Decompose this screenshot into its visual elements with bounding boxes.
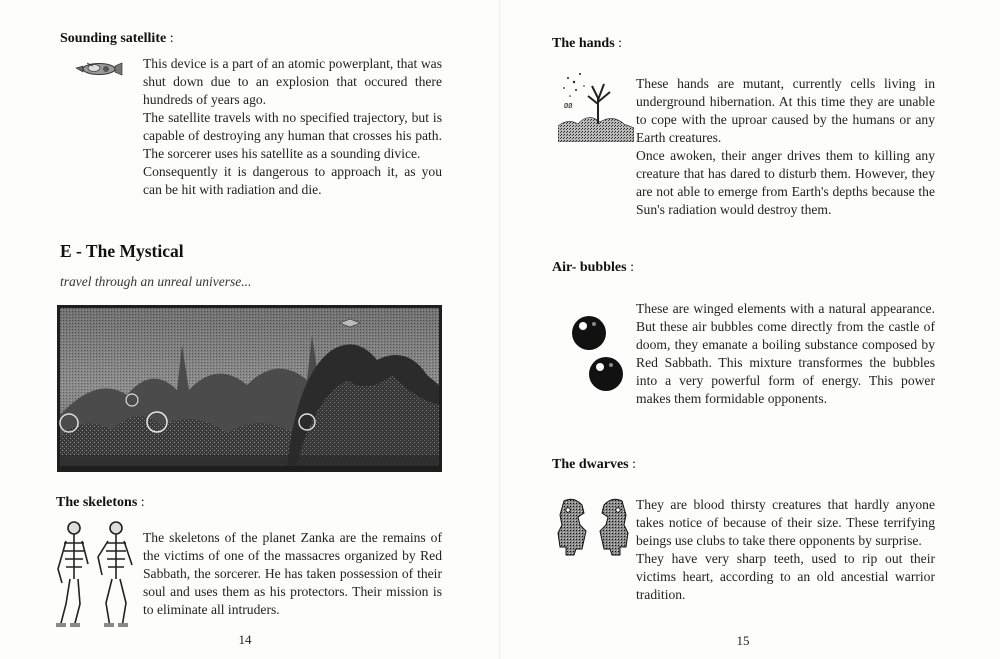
- skeletons-heading: [56, 495, 145, 511]
- air-bubbles-heading-colon: :: [626, 260, 634, 275]
- mutant-hand-sprite: [558, 68, 634, 142]
- skeletons-heading-text: The skeletons: [56, 495, 138, 510]
- page-number-left: 14: [238, 632, 252, 647]
- air-bubbles-description: These are winged elements with a natural appearance. But these air bubbles come directly from the castle of doom, they emanate a boiling substance composed by Red Sabbath. This mixture transformes the bubbles into a very powerful form of energy. This power makes them formidable opponents.: [636, 301, 935, 406]
- sounding-satellite-heading-colon: :: [166, 31, 174, 46]
- dwarves-heading: [552, 457, 636, 473]
- air-bubble-sprites: [568, 314, 628, 394]
- right-page: [500, 0, 1000, 659]
- satellite-sprite: [72, 58, 124, 80]
- satellite-paragraph-3: Consequently it is dangerous to approach it, as you can be hit with radiation and die.: [143, 164, 442, 197]
- satellite-paragraph-1: This device is a part of an atomic powerplant, that was shut down due to an explosion that occured there hundreds of years ago.: [143, 56, 442, 107]
- sounding-satellite-heading: [60, 31, 174, 47]
- skeletons-heading-colon: :: [137, 495, 145, 510]
- hands-heading-colon: :: [614, 36, 623, 51]
- air-bubbles-heading: [552, 260, 634, 276]
- air-bubbles-heading-text: Air- bubbles: [552, 260, 627, 275]
- hands-heading-text: The hands: [552, 36, 615, 51]
- svg-text:ØØ: ØØ: [564, 102, 573, 110]
- satellite-paragraph-2: The satellite travels with no specified trajectory, but is capable of destroying any human that crosses his path. The sorcerer uses his satellite as a sounding divice.: [143, 110, 442, 161]
- skeleton-sprites: [52, 519, 137, 631]
- dwarves-heading-text: The dwarves: [552, 457, 629, 472]
- section-subtitle: travel through an unreal universe...: [60, 274, 252, 289]
- dwarves-heading-colon: :: [628, 457, 637, 472]
- dwarves-description: [636, 496, 935, 604]
- hands-heading: [552, 36, 622, 52]
- page-number-right: 15: [736, 633, 750, 648]
- sounding-satellite-heading-text: Sounding satellite: [60, 31, 167, 46]
- skeletons-description: The skeletons of the planet Zanka are the remains of the victims of one of the massacres organized by Red Sabbath, the sorcerer. He has taken possession of their soul and uses them as his protectors. Their mission is to eliminate all intruders.: [143, 530, 442, 617]
- dwarves-paragraph-2: They have very sharp teeth, used to rip out their victims heart, according to an old ancestial warrior tradition.: [636, 551, 935, 602]
- dwarves-paragraph-1: They are blood thirsty creatures that hardly anyone takes notice of because of their size. These terrifying beings use clubs to take there opponents by surprise.: [636, 497, 935, 548]
- mystical-landscape-screenshot: [57, 305, 442, 472]
- section-title: E - The Mystical: [60, 241, 184, 261]
- hands-paragraph-2: Once awoken, their anger drives them to killing any creature that has dared to disturb them. However, they are not able to emerge from Earth's depths because the Sun's radiation would destroy them.: [636, 148, 935, 217]
- dwarf-sprites: [552, 497, 632, 557]
- sounding-satellite-description: [143, 55, 442, 199]
- hands-paragraph-1: These hands are mutant, currently cells living in underground hibernation. At this time they are unable to cope with the uproar caused by the humans or any Earth creatures.: [636, 76, 935, 145]
- hands-description: [636, 75, 935, 219]
